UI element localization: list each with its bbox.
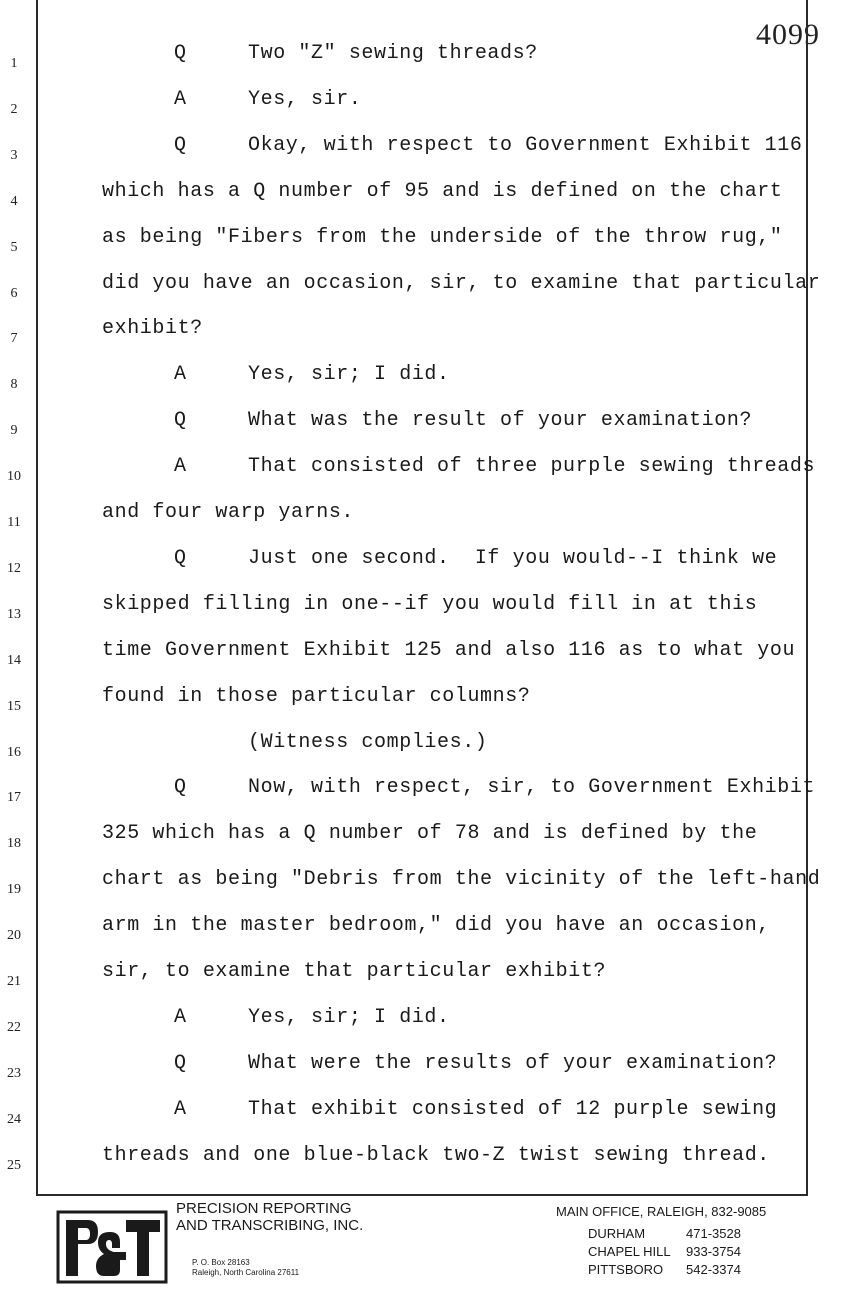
- line-number: 16: [7, 744, 21, 760]
- transcript-line: chart as being "Debris from the vicinity of the left-hand: [102, 868, 821, 892]
- company-name-line1: PRECISION REPORTING: [176, 1200, 352, 1217]
- transcript-line: did you have an occasion, sir, to examine that particular: [102, 271, 821, 295]
- line-number: 13: [7, 606, 21, 622]
- office-phone: 542-3374: [686, 1262, 741, 1277]
- transcript-line: Yes, sir.: [248, 87, 362, 111]
- office-phone: 933-3754: [686, 1244, 741, 1259]
- transcript-line: threads and one blue-black two-Z twist sewing thread.: [102, 1143, 770, 1167]
- line-number: 7: [10, 331, 18, 347]
- transcript-line: found in those particular columns?: [102, 684, 531, 708]
- line-number: 25: [7, 1157, 21, 1173]
- address-line2: Raleigh, North Carolina 27611: [192, 1268, 300, 1277]
- line-number: 1: [10, 56, 18, 71]
- office-city: DURHAM: [588, 1226, 646, 1241]
- transcript-line: Now, with respect, sir, to Government Exhibit: [248, 776, 816, 800]
- main-office: MAIN OFFICE, RALEIGH, 832-9085: [556, 1204, 767, 1219]
- speaker-label: Q: [174, 42, 187, 65]
- company-name: [176, 1200, 363, 1234]
- transcript-line: Okay, with respect to Government Exhibit 116: [248, 133, 803, 157]
- line-number: 24: [7, 1111, 21, 1127]
- transcript-line: What were the results of your examination?: [248, 1051, 778, 1075]
- line-number: 15: [7, 698, 21, 714]
- line-number: 12: [7, 560, 21, 576]
- address-line1: P. O. Box 28163: [192, 1258, 250, 1267]
- speaker-label: Q: [174, 409, 187, 433]
- speaker-label: A: [174, 363, 187, 387]
- office-city: PITTSBORO: [588, 1262, 664, 1277]
- line-number: 9: [10, 423, 18, 439]
- line-number: 17: [7, 790, 21, 806]
- transcript-line: which has a Q number of 95 and is defined on the chart: [102, 179, 783, 203]
- transcript-line: (Witness complies.): [248, 730, 488, 754]
- line-number: 23: [7, 1065, 21, 1081]
- transcript-line: That consisted of three purple sewing threads: [248, 455, 816, 479]
- transcript-line: Yes, sir; I did.: [248, 363, 450, 387]
- transcript-line: sir, to examine that particular exhibit?: [102, 960, 607, 983]
- transcript-line: arm in the master bedroom," did you have an occasion,: [102, 914, 770, 938]
- speaker-label: Q: [174, 1051, 187, 1075]
- line-number: 11: [7, 515, 21, 530]
- line-number: 5: [10, 239, 18, 255]
- page-number: 4099: [756, 18, 820, 51]
- line-number: 6: [10, 285, 18, 301]
- transcript-line: What was the result of your examination?: [248, 409, 753, 433]
- transcript-line: That exhibit consisted of 12 purple sewing: [248, 1097, 778, 1121]
- speaker-label: Q: [174, 546, 187, 570]
- company-logo: [56, 1206, 168, 1286]
- line-number: 4: [10, 193, 18, 209]
- company-address: [192, 1258, 299, 1278]
- transcript-line: Yes, sir; I did.: [248, 1005, 450, 1029]
- transcript-line: as being "Fibers from the underside of the throw rug,": [102, 225, 783, 249]
- line-number: 18: [7, 836, 21, 852]
- line-number: 10: [7, 469, 21, 485]
- line-number: 20: [7, 928, 21, 944]
- office-phone: 471-3528: [686, 1226, 741, 1241]
- line-number: 2: [10, 101, 18, 117]
- transcript-line: 325 which has a Q number of 78 and is defined by the: [102, 822, 758, 846]
- transcript-line: exhibit?: [102, 317, 203, 341]
- line-number: 19: [7, 882, 21, 898]
- line-number: 14: [7, 652, 21, 668]
- transcript-line: Two "Z" sewing threads?: [248, 42, 538, 65]
- office-city: CHAPEL HILL: [588, 1244, 671, 1259]
- line-number: 22: [7, 1019, 21, 1035]
- transcript-line: and four warp yarns.: [102, 501, 355, 524]
- transcript-line: skipped filling in one--if you would fill in at this: [102, 592, 758, 616]
- transcript-line: Just one second. If you would--I think we: [248, 546, 778, 570]
- company-name-line2: AND TRANSCRIBING, INC.: [176, 1217, 364, 1234]
- speaker-label: Q: [174, 133, 187, 157]
- line-number: 3: [10, 147, 18, 163]
- speaker-label: A: [174, 1005, 187, 1029]
- speaker-label: A: [174, 1097, 187, 1121]
- transcript-line: time Government Exhibit 125 and also 116 as to what you: [102, 638, 796, 662]
- line-number: 21: [7, 974, 21, 989]
- line-number: 8: [10, 377, 18, 393]
- speaker-label: Q: [174, 776, 187, 800]
- speaker-label: A: [174, 87, 187, 111]
- speaker-label: A: [174, 455, 187, 479]
